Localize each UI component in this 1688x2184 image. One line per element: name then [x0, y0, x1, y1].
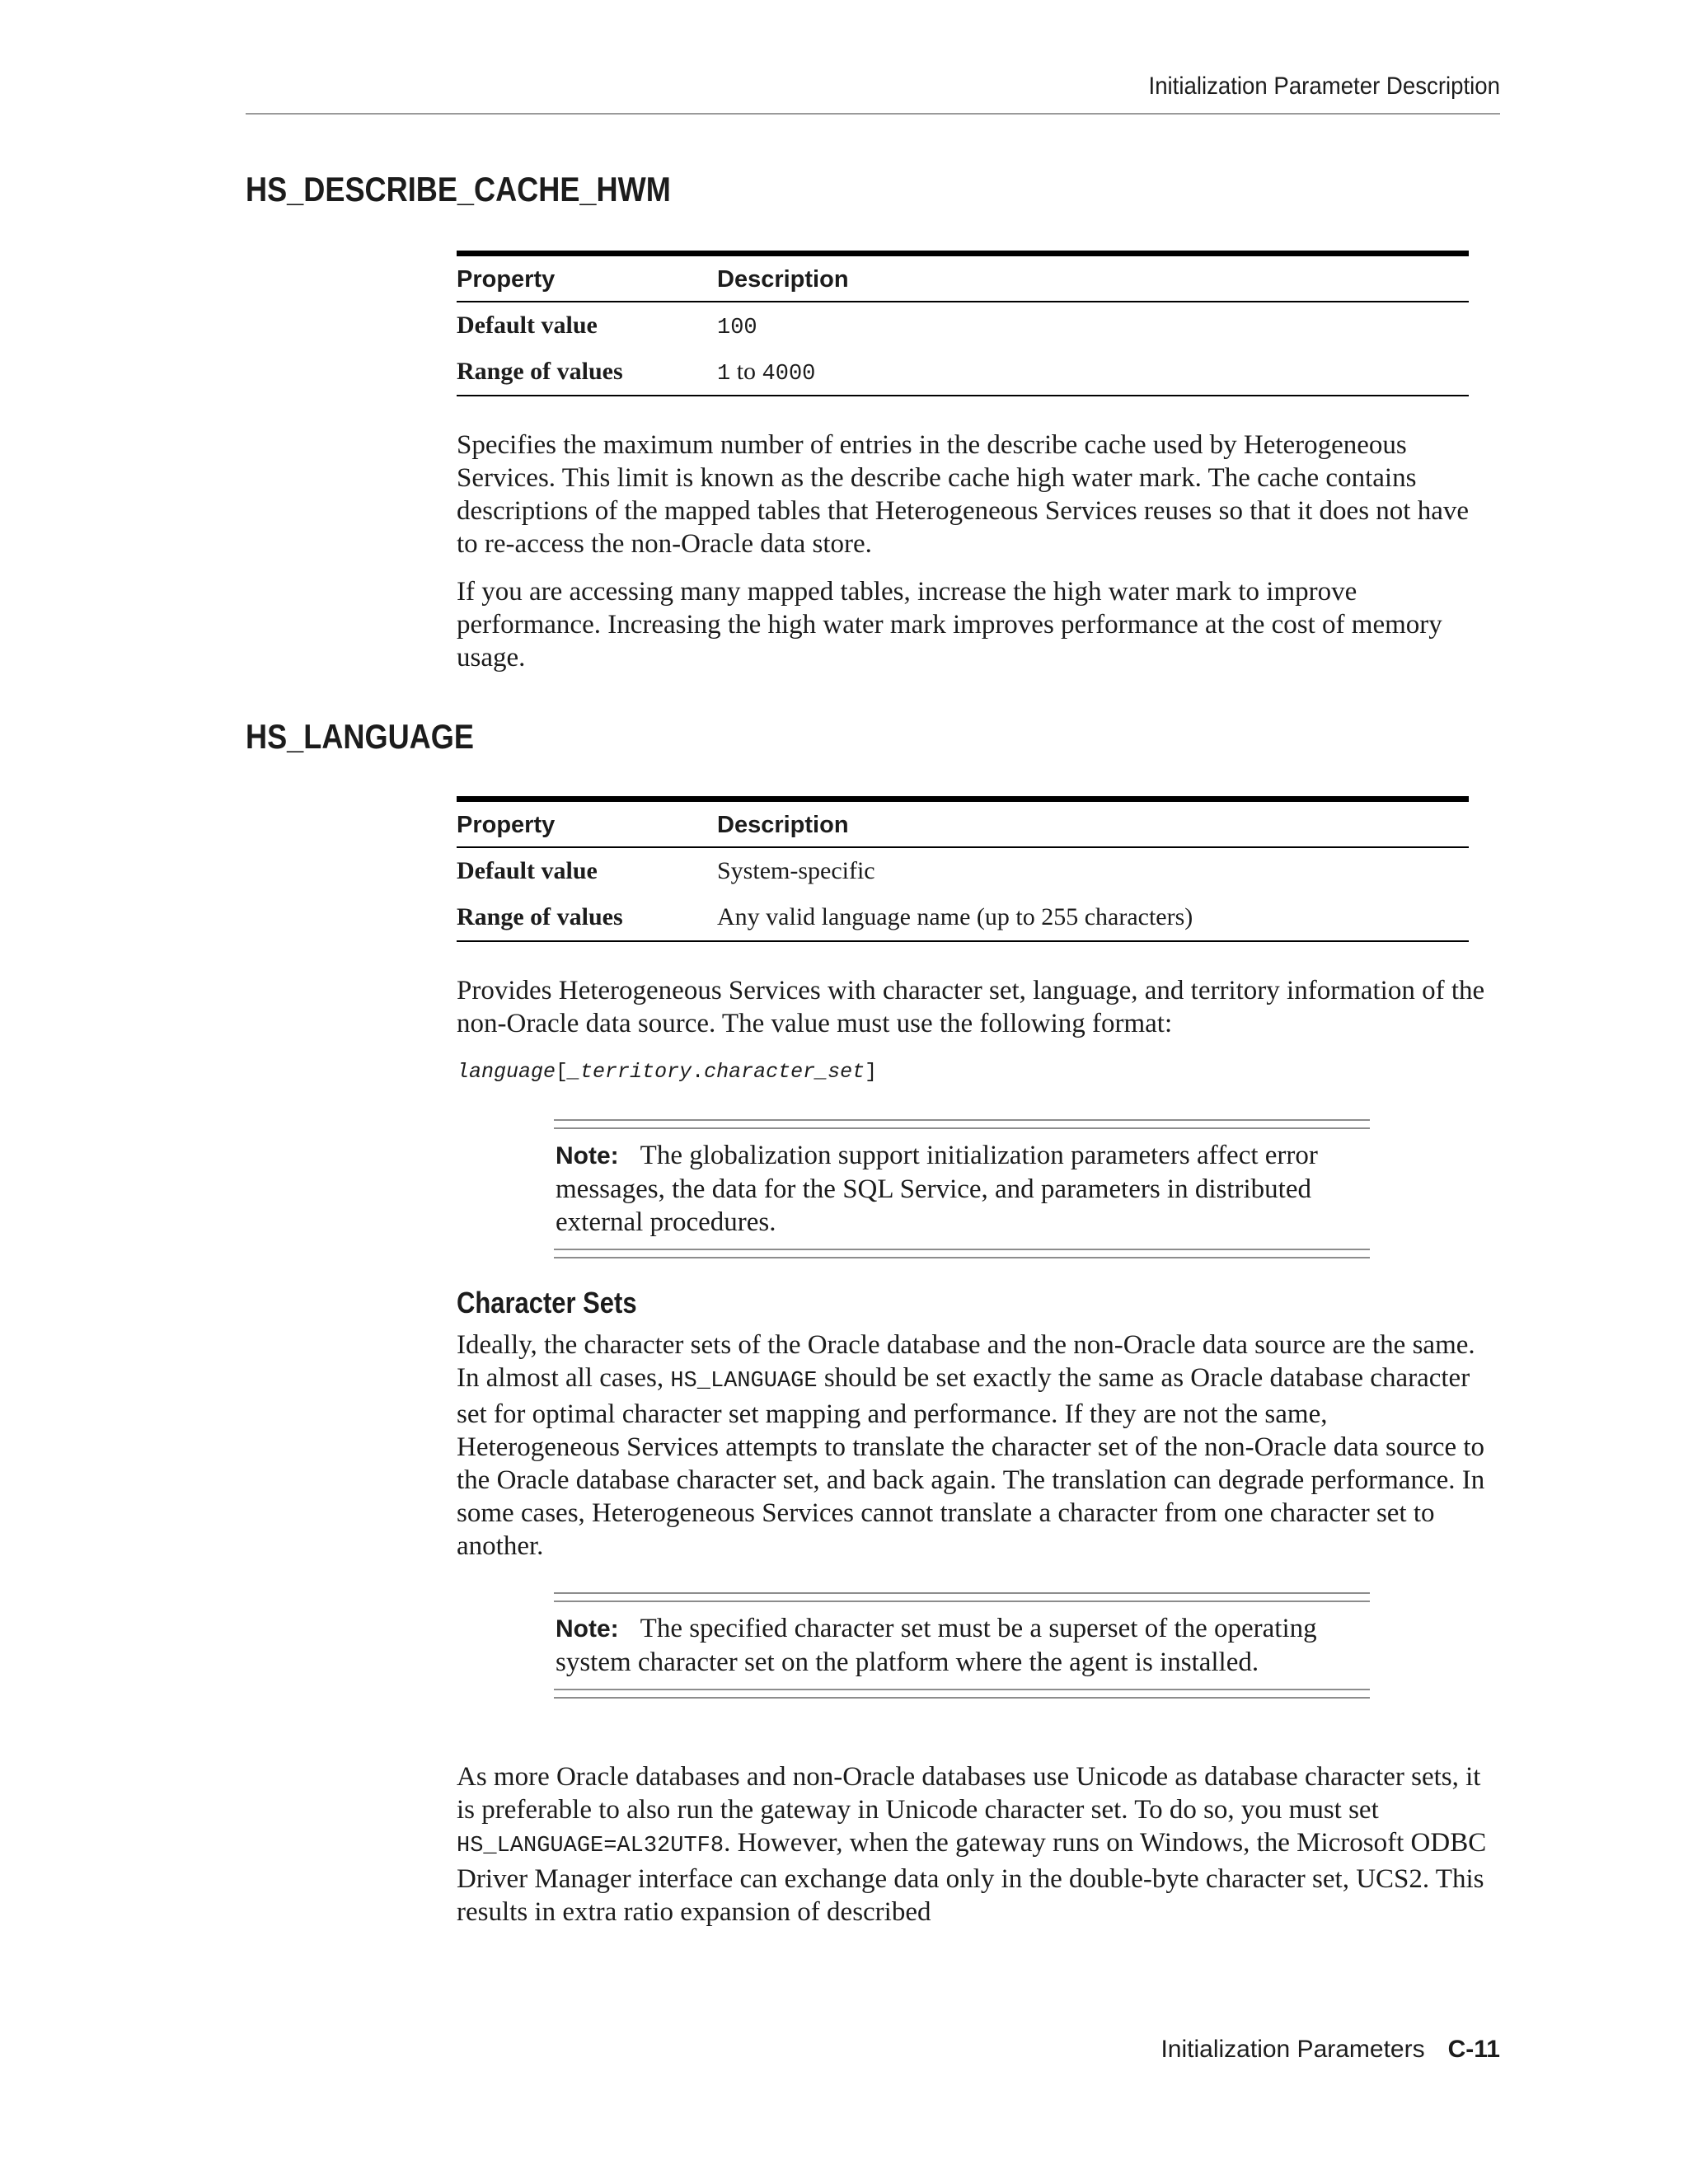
table-row — [457, 349, 1469, 396]
property-value — [717, 349, 1469, 396]
paragraph-text: Ideally, the character sets of the Oracle database and the non-Oracle data source are the same. In almost all cases, — [457, 1330, 1475, 1393]
note-text — [554, 1139, 1370, 1239]
header-rule — [246, 113, 1500, 115]
format-territory: _territory — [568, 1060, 692, 1084]
paragraph-text: . However, when the gateway runs on Windows, the Microsoft ODBC Driver Manager interface can exchange data only in the double-byte character set, UCS2. This results in extra ratio expansion of described — [457, 1828, 1487, 1927]
section-title-hs-describe-cache-hwm: HS_DESCRIBE_CACHE_HWM — [246, 170, 671, 209]
format-charset: character_set — [704, 1060, 865, 1084]
column-header-property: Property — [457, 799, 717, 848]
property-value: System-specific — [717, 857, 875, 884]
table-row — [457, 894, 1469, 941]
property-name: Range of values — [457, 894, 717, 941]
table-row — [457, 302, 1469, 349]
note-top-rule — [554, 1592, 1370, 1602]
note-box — [554, 1592, 1370, 1699]
property-table-hwm — [457, 251, 1469, 396]
range-start-code: 1 — [717, 361, 731, 387]
range-separator: to — [730, 357, 762, 385]
note-bottom-rule — [554, 1249, 1370, 1258]
format-dot: . — [692, 1060, 705, 1084]
format-open-bracket: [ — [556, 1060, 569, 1084]
column-header-description: Description — [717, 799, 1469, 848]
note-body: The specified character set must be a superset of the operating system character set on the platform where the agent is installed. — [556, 1614, 1317, 1677]
property-table-language — [457, 796, 1469, 942]
paragraph: Specifies the maximum number of entries in the describe cache used by Heterogeneous Services. This limit is known as the describe cache high water mark. The cache contains descriptions of the mapped tables that Heterogeneous Services reuses so that it does not have to re-access the non-Oracle data store. — [457, 430, 1469, 559]
value-code: 100 — [717, 315, 757, 340]
column-header-property: Property — [457, 254, 717, 302]
range-end-code: 4000 — [762, 361, 816, 387]
section-title-hs-language: HS_LANGUAGE — [246, 717, 474, 756]
page-number: C-11 — [1447, 2036, 1500, 2063]
property-value: Any valid language name (up to 255 characters) — [717, 894, 1469, 941]
page-footer — [1160, 2036, 1500, 2064]
paragraph-text: should be set exactly the same as Oracle database character set for optimal character set mapping and performance. If they are not the same, Heterogeneous Services attempts to translate the character set of the non-Oracle data source to the Oracle database character set, and back again. The translation can degrade performance. In some cases, Heterogeneous Services cannot translate a character from one character set to another. — [457, 1363, 1485, 1561]
note-label: Note: — [556, 1142, 619, 1169]
property-name: Range of values — [457, 349, 717, 396]
column-header-description: Description — [717, 254, 1469, 302]
note-body: The globalization support initialization parameters affect error messages, the data for the SQL Service, and parameters in distributed external procedures. — [556, 1141, 1318, 1237]
paragraph-text: As more Oracle databases and non-Oracle databases use Unicode as database character sets, it is preferable to also run the gateway in Unicode character set. To do so, you must set — [457, 1762, 1481, 1825]
footer-chapter: Initialization Parameters — [1160, 2036, 1425, 2063]
running-head: Initialization Parameter Description — [1148, 73, 1500, 100]
property-value — [717, 302, 1469, 349]
table-row — [457, 847, 1469, 894]
note-box — [554, 1119, 1370, 1258]
inline-code: HS_LANGUAGE=AL32UTF8 — [457, 1834, 724, 1858]
paragraph: If you are accessing many mapped tables, increase the high water mark to improve performance. Increasing the high water mark improves performance at the cost of memory usage. — [457, 577, 1442, 673]
subheading-character-sets: Character Sets — [457, 1286, 637, 1319]
paragraph — [457, 1329, 1487, 1563]
note-label: Note: — [556, 1615, 619, 1643]
note-bottom-rule — [554, 1689, 1370, 1699]
paragraph — [457, 1760, 1487, 1929]
note-text — [554, 1612, 1370, 1679]
format-language: language — [457, 1060, 556, 1084]
property-name: Default value — [457, 857, 598, 884]
format-close-bracket: ] — [865, 1060, 878, 1084]
format-syntax — [457, 1060, 877, 1084]
paragraph: Provides Heterogeneous Services with character set, language, and territory information of the non-Oracle data source. The value must use the following format: — [457, 976, 1485, 1038]
note-top-rule — [554, 1119, 1370, 1129]
property-name: Default value — [457, 312, 598, 339]
inline-code: HS_LANGUAGE — [670, 1369, 818, 1394]
